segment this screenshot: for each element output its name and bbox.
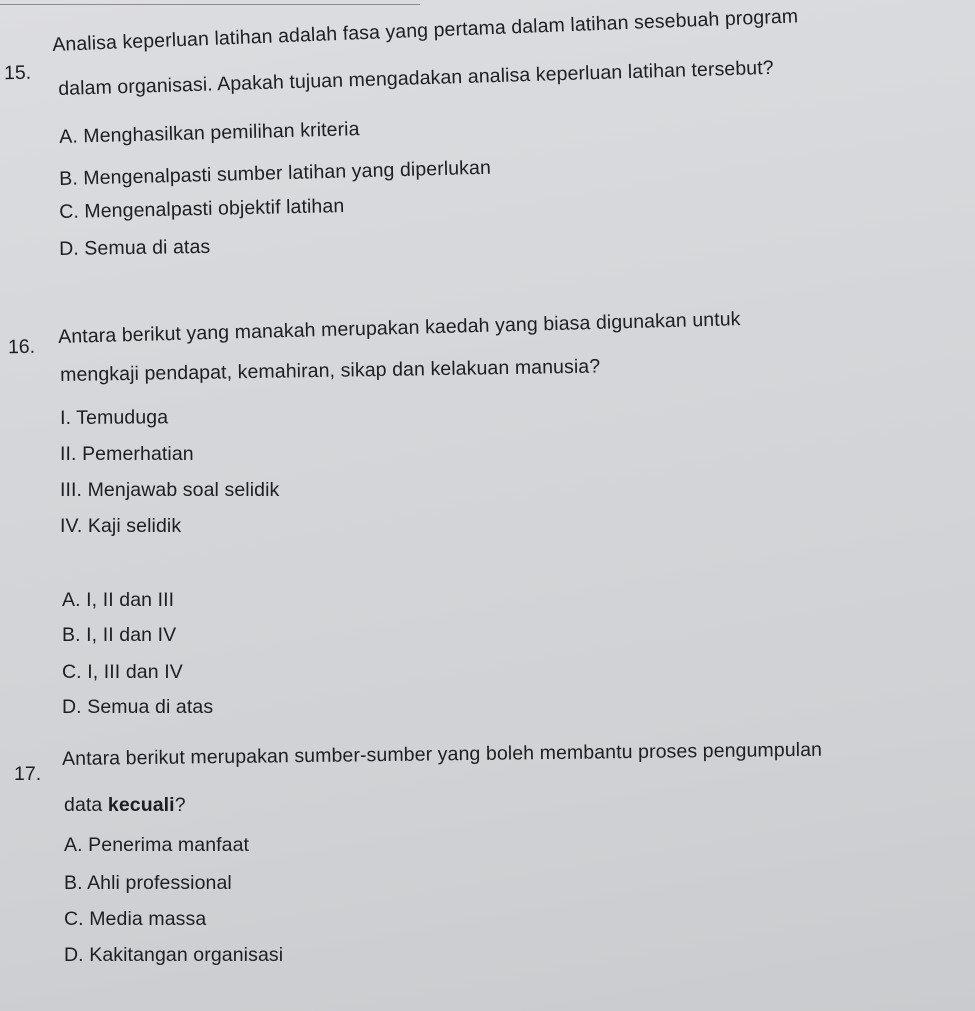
option-c: C. Mengenalpasti objektif latihan <box>58 195 345 223</box>
option-a: A. Penerima manfaat <box>64 834 250 856</box>
question-number: 15. <box>3 61 32 85</box>
question-text-prefix: data <box>64 794 108 816</box>
option-d: D. Kakitangan organisasi <box>64 944 284 966</box>
option-c: C. Media massa <box>64 908 207 930</box>
question-number: 16. <box>7 335 36 359</box>
option-d: D. Semua di atas <box>58 235 211 260</box>
question-text-line-1: Analisa keperluan latihan adalah fasa yang pertama dalam latihan sesebuah program <box>51 5 799 56</box>
option-a: A. I, II dan III <box>62 589 175 611</box>
question-number: 17. <box>14 763 42 785</box>
question-text-line-2: dalam organisasi. Apakah tujuan mengadakan analisa keperluan latihan tersebut? <box>57 56 774 100</box>
roman-item-1: I. Temuduga <box>59 406 169 429</box>
question-text-line-1: Antara berikut yang manakah merupakan kaedah yang biasa digunakan untuk <box>57 308 741 348</box>
question-text-line-2: mengkaji pendapat, kemahiran, sikap dan kelakuan manusia? <box>59 355 601 386</box>
option-d: D. Semua di atas <box>62 696 214 718</box>
roman-item-2: II. Pemerhatian <box>60 443 194 465</box>
question-text-line-2 <box>64 796 186 816</box>
option-b: B. Ahli professional <box>64 872 232 894</box>
roman-item-4: IV. Kaji selidik <box>60 515 182 537</box>
option-b: B. I, II dan IV <box>62 624 177 646</box>
option-c: C. I, III dan IV <box>62 661 183 683</box>
question-text-suffix: ? <box>174 794 186 816</box>
roman-item-3: III. Menjawab soal selidik <box>60 479 280 501</box>
keyword-kecuali: kecuali <box>107 794 175 816</box>
top-divider <box>0 4 420 5</box>
option-b: B. Mengenalpasti sumber latihan yang diperlukan <box>58 156 492 190</box>
option-a: A. Menghasilkan pemilihan kriteria <box>58 118 360 148</box>
question-text-line-1: Antara berikut merupakan sumber-sumber yang boleh membantu proses pengumpulan <box>61 738 823 770</box>
